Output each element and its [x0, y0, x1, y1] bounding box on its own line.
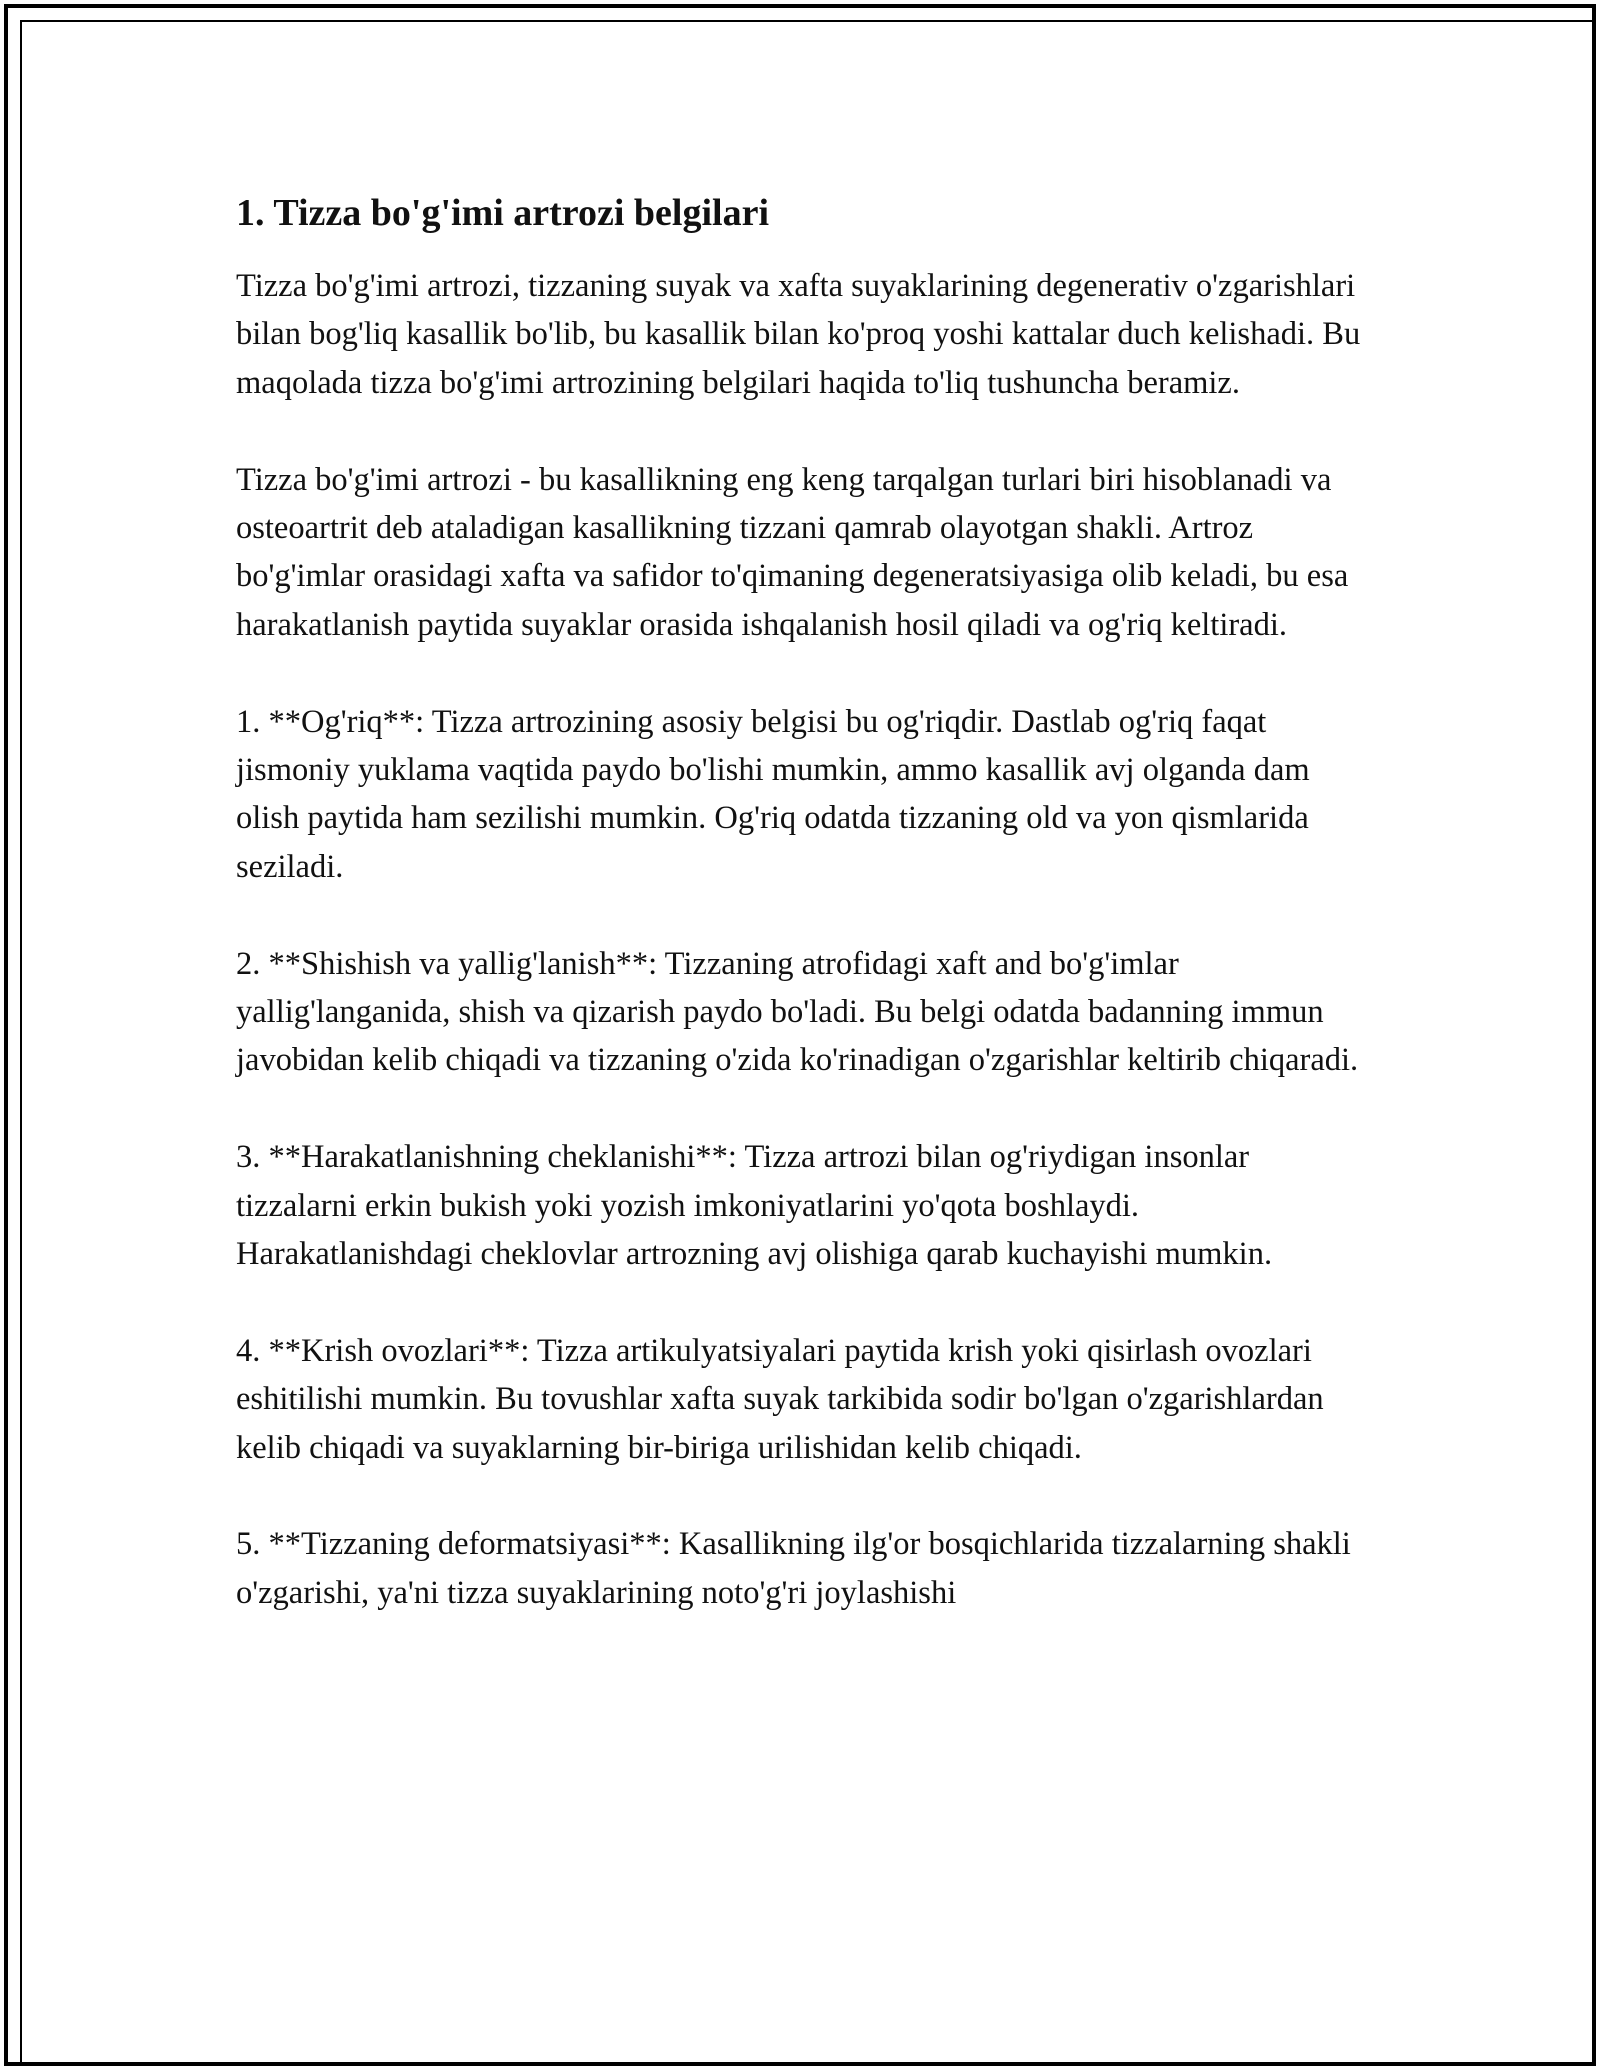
document-title: 1. Tizza bo'g'imi artrozi belgilari [236, 192, 770, 234]
intro-paragraph: Tizza bo'g'imi artrozi, tizzaning suyak va xafta suyaklarining degenerativ o'zgarishlari bilan bog'liq kasallik bo'lib, bu kasallik bilan ko'proq yoshi kattalar duch kelishadi. Bu maqolada tizza bo'g'imi artrozining belgilari haqida to'liq tushuncha beramiz. [236, 268, 1361, 401]
symptom-item-mobility: 3. **Harakatlanishning cheklanishi**: Tizza artrozi bilan og'riydigan insonlar tizzalarni erkin bukish yoki yozish imkoniyatlarini yo'qota boshlaydi. Harakatlanishdagi cheklovlar artrozning avj olishiga qarab kuchayishi mumkin. [236, 1139, 1273, 1273]
symptom-item-crepitus: 4. **Krish ovozlari**: Tizza artikulyatsiyalari paytida krish yoki qisirlash ovozlari eshitilishi mumkin. Bu tovushlar xafta suyak tarkibida sodir bo'lgan o'zgarishlardan kelib chiqadi va suyaklarning bir-biriga urilishidan kelib chiqadi. [236, 1332, 1324, 1466]
definition-paragraph: Tizza bo'g'imi artrozi - bu kasallikning eng keng tarqalgan turlari biri hisoblanadi va osteoartrit deb ataladigan kasallikning tizzani qamrab olayotgan shakli. Artroz bo'g'imlar orasidagi xafta va safidor to'qimaning degeneratsiyasiga olib keladi, bu esa harakatlanish paytida suyaklar orasida ishqalanish hosil qiladi va og'riq keltiradi. [236, 461, 1349, 643]
symptom-item-pain: 1. **Og'riq**: Tizza artrozining asosiy belgisi bu og'riqdir. Dastlab og'riq faqat jismoniy yuklama vaqtida paydo bo'lishi mumkin, ammo kasallik avj olganda dam olish paytida ham sezilishi mumkin. Og'riq odatda tizzaning old va yon qismlarida seziladi. [236, 703, 1310, 885]
symptom-item-deformity: 5. **Tizzaning deformatsiyasi**: Kasallikning ilg'or bosqichlarida tizzalarning shakli o'zgarishi, ya'ni tizza suyaklarining noto'g'ri joylashishi [236, 1526, 1351, 1611]
symptom-item-swelling: 2. **Shishish va yallig'lanish**: Tizzaning atrofidagi xaft and bo'g'imlar yallig'langanida, shish va qizarish paydo bo'ladi. Bu belgi odatda badanning immun javobidan kelib chiqadi va tizzaning o'zida ko'rinadigan o'zgarishlar keltirib chiqaradi. [236, 945, 1359, 1079]
document-body [236, 188, 1366, 1617]
